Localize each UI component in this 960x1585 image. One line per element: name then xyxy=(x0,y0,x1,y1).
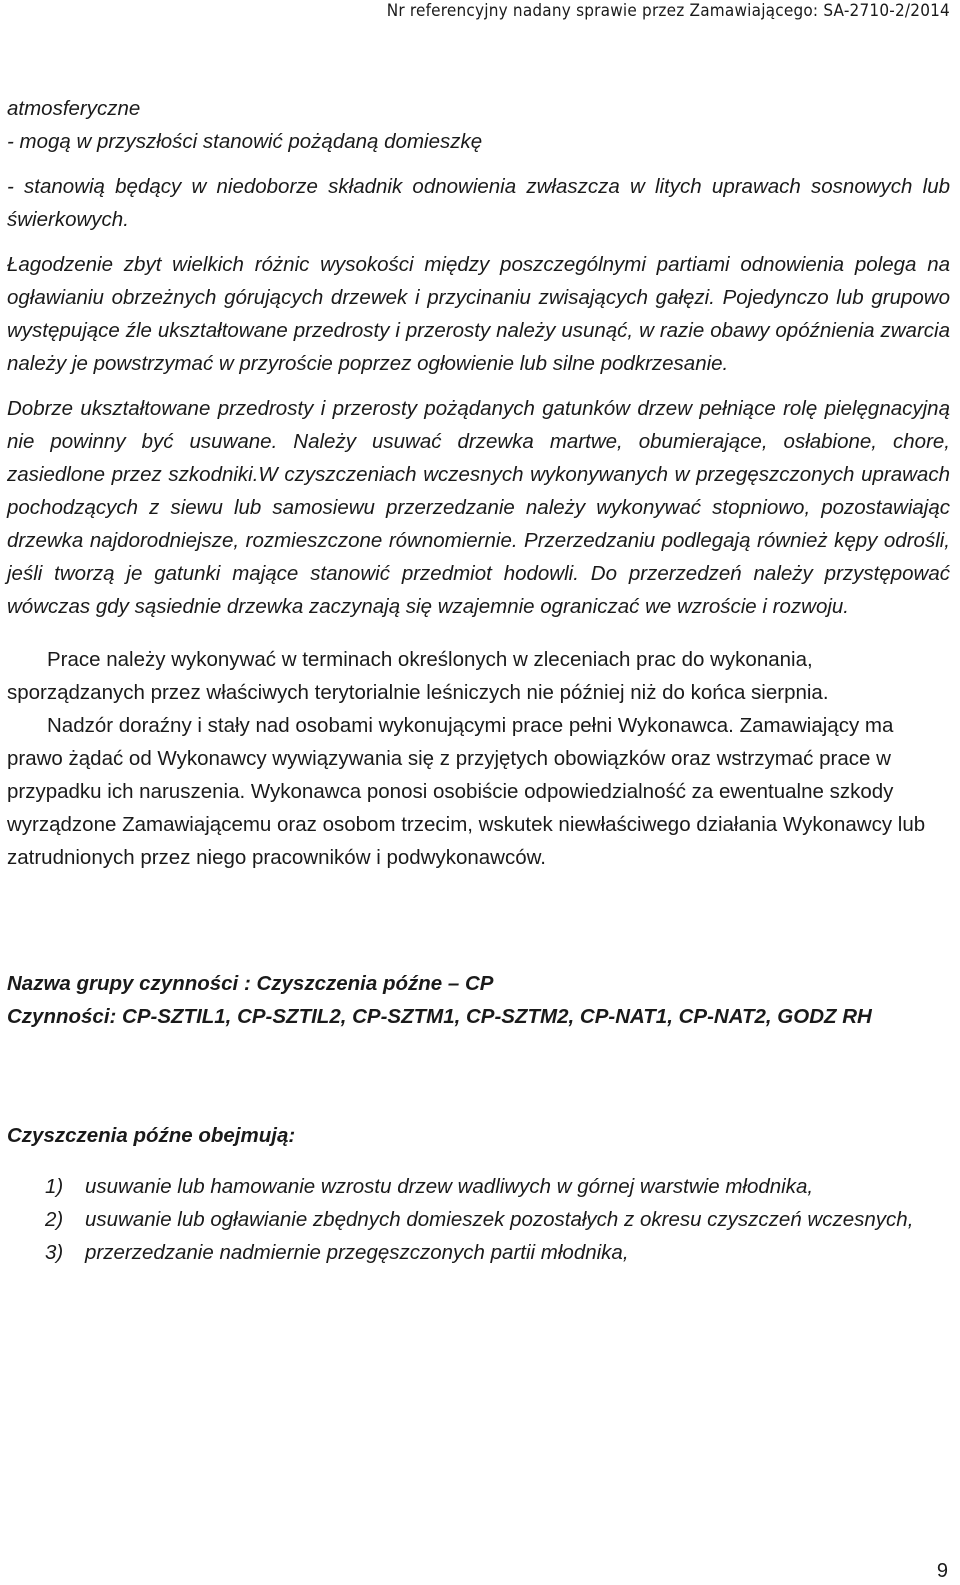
paragraph: Łagodzenie zbyt wielkich różnic wysokości między poszczególnymi partiami odnowienia polega na ogławianiu obrzeżnych górujących drzewek i przycinaniu zwisających gałęzi. Pojedynczo lub grupowo występujące źle ukształtowane przedrosty i przerosty należy usunąć, w razie obawy opóźnienia zwarcia należy je powstrzymać w przyroście poprzez ogłowienie lub silne podkrzesanie. xyxy=(7,253,950,375)
list-item-number: 1) xyxy=(45,1175,64,1198)
includes-heading: Czyszczenia późne obejmują: xyxy=(7,1124,296,1147)
group-title: Nazwa grupy czynności : Czyszczenia późne – CP xyxy=(7,972,494,995)
list-item xyxy=(7,1236,950,1269)
paragraph: - stanowią będący w niedoborze składnik odnowienia zwłaszcza w litych uprawach sosnowych lub świerkowych. xyxy=(7,175,950,231)
list-item-number: 2) xyxy=(45,1208,64,1231)
paragraph: Prace należy wykonywać w terminach określonych w zleceniach prac do wykonania, sporządzanych przez właściwych terytorialnie leśniczych nie później niż do końca sierpnia. xyxy=(7,648,829,704)
list-item xyxy=(7,1170,950,1203)
paragraph: Nadzór doraźny i stały nad osobami wykonującymi prace pełni Wykonawca. Zamawiający ma prawo żądać od Wykonawcy wywiązywania się z przyjętych obowiązków oraz wstrzymać prace w przypadku ich naruszenia. Wykonawca ponosi osobiście odpowiedzialność za ewentualne szkody wyrządzone Zamawiającemu oraz osobom trzecim, wskutek niewłaściwego działania Wykonawcy lub zatrudnionych przez niego pracowników i podwykonawców. xyxy=(7,714,926,869)
page-number: 9 xyxy=(936,1560,948,1582)
group-activities: Czynności: CP-SZTIL1, CP-SZTIL2, CP-SZTM1, CP-SZTM2, CP-NAT1, CP-NAT2, GODZ RH xyxy=(7,1005,872,1028)
includes-list xyxy=(7,1170,950,1269)
list-item-text: przerzedzanie nadmiernie przegęszczonych partii młodnika, xyxy=(85,1241,629,1264)
list-item xyxy=(7,1203,950,1236)
list-item-text: usuwanie lub hamowanie wzrostu drzew wadliwych w górnej warstwie młodnika, xyxy=(85,1175,814,1198)
list-item-text: usuwanie lub ogławianie zbędnych domieszek pozostałych z okresu czyszczeń wczesnych, xyxy=(85,1208,914,1231)
paragraph-line: - mogą w przyszłości stanowić pożądaną domieszkę xyxy=(7,130,483,153)
document-reference-header: Nr referencyjny nadany sprawie przez Zamawiającego: SA-2710-2/2014 xyxy=(386,1,950,21)
document-body xyxy=(7,92,950,1269)
list-item-number: 3) xyxy=(45,1241,64,1264)
paragraph: Dobrze ukształtowane przedrosty i przerosty pożądanych gatunków drzew pełniące rolę pielęgnacyjną nie powinny być usuwane. Należy usuwać drzewka martwe, obumierające, osłabione, chore, zasiedlone przez szkodniki.W czyszczeniach wczesnych wykonywanych w przegęszczonych uprawach pochodzących z siewu lub samosiewu przerzedzanie należy wykonywać stopniowo, pozostawiając drzewka najdorodniejsze, rozmieszczone równomiernie. Przerzedzaniu podlegają również kępy odrośli, jeśli tworzą je gatunki mające stanowić przedmiot hodowli. Do przerzedzeń należy przystępować wówczas gdy sąsiednie drzewka zaczynają się wzajemnie ograniczać we wzroście i rozwoju. xyxy=(7,397,950,618)
paragraph-line: atmosferyczne xyxy=(7,97,141,120)
